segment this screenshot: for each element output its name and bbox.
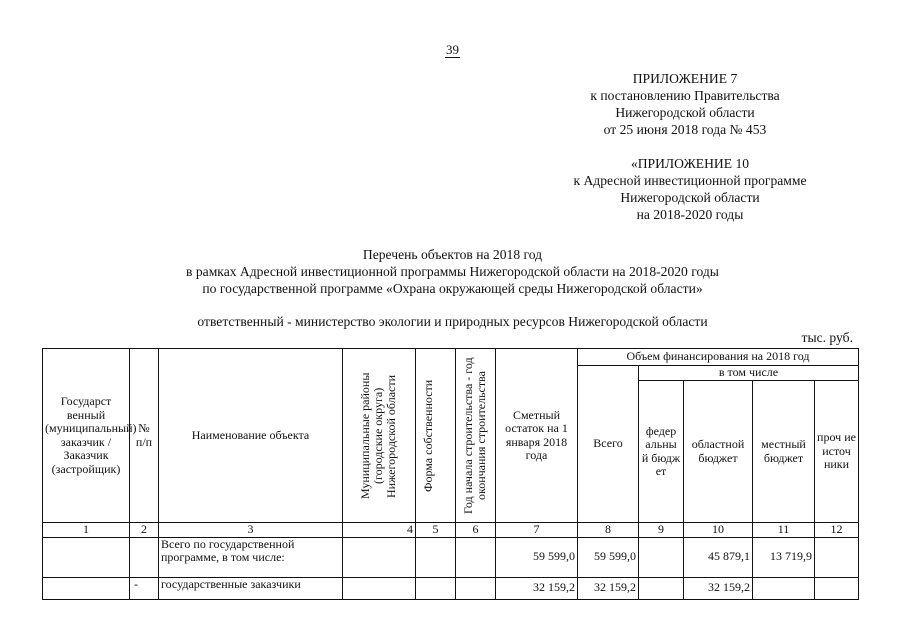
cell-districts [343,577,416,599]
col-number: 5 [416,523,456,538]
cell-local: 13 719,9 [753,537,815,577]
document-title [0,246,905,297]
cell-federal [639,537,684,577]
cell-total: 32 159,2 [578,577,639,599]
cell-number [130,537,159,577]
appendix-7-title: ПРИЛОЖЕНИЕ 7 [632,71,738,86]
header-regional: областной бюджет [684,381,753,523]
page-number: 39 [446,42,459,57]
cell-federal [639,577,684,599]
cell-number: - [130,577,159,599]
cell-object-name: Всего по государственной программе, в том числе: [159,537,343,577]
col-number: 9 [639,523,684,538]
cell-balance: 32 159,2 [496,577,578,599]
header-total: Всего [578,366,639,523]
cell-years [456,537,496,577]
col-number: 7 [496,523,578,538]
cell-customer [43,577,130,599]
cell-regional: 45 879,1 [684,537,753,577]
header-other: проч ие источ ники [815,381,859,523]
appendix-7-line: к постановлению Правительства [590,88,780,103]
col-number: 11 [753,523,815,538]
cell-ownership [416,537,456,577]
unit-label: тыс. руб. [801,330,853,345]
cell-local [753,577,815,599]
cell-years [456,577,496,599]
objects-table [42,348,859,600]
col-number: 12 [815,523,859,538]
header-districts [343,349,416,523]
header-object-name: Наименование объекта [159,349,343,523]
title-line: по государственной программе «Охрана окружающей среды Нижегородской области» [202,281,703,296]
header-ownership [416,349,456,523]
header-districts-text: Муниципальные районы (городские округа) Нижегородской области [358,372,398,499]
col-number: 8 [578,523,639,538]
cell-balance: 59 599,0 [496,537,578,577]
cell-other [815,537,859,577]
header-financing: Объем финансирования на 2018 год [578,349,859,366]
cell-customer [43,537,130,577]
appendix-10-line: на 2018-2020 годы [636,207,744,222]
header-number: № п/п [130,349,159,523]
column-numbers-row [43,523,859,538]
appendix-7-header [560,70,810,138]
appendix-10-title: «ПРИЛОЖЕНИЕ 10 [630,156,750,171]
col-number: 2 [130,523,159,538]
responsible-ministry: ответственный - министерство экологии и природных ресурсов Нижегородской области [197,314,708,329]
table-row [43,537,859,577]
cell-ownership [416,577,456,599]
col-number: 6 [456,523,496,538]
col-number: 3 [159,523,343,538]
header-federal: федер альны й бюдж ет [639,381,684,523]
header-customer: Государст венный (муниципальный) заказчик / Заказчик (застройщик) [43,349,130,523]
table-row [43,577,859,599]
header-years-text: Год начала строительства - год окончания строительства [460,357,488,514]
appendix-10-line: Нижегородской области [620,190,760,205]
cell-total: 59 599,0 [578,537,639,577]
cell-object-name: государственные заказчики [159,577,343,599]
appendix-7-line: от 25 июня 2018 года № 453 [603,122,767,137]
header-local: местный бюджет [753,381,815,523]
cell-districts [343,537,416,577]
appendix-10-line: к Адресной инвестиционной программе [573,173,807,188]
appendix-10-header [545,155,835,223]
header-years [456,349,496,523]
title-line: в рамках Адресной инвестиционной программы Нижегородской области на 2018-2020 годы [186,264,719,279]
title-line: Перечень объектов на 2018 год [362,247,543,262]
col-number: 10 [684,523,753,538]
header-ownership-text: Форма собственности [420,379,435,492]
cell-regional: 32 159,2 [684,577,753,599]
col-number: 1 [43,523,130,538]
header-including: в том числе [639,366,859,381]
appendix-7-line: Нижегородской области [615,105,755,120]
cell-other [815,577,859,599]
col-number: 4 [343,523,416,538]
header-estimated-balance: Сметный остаток на 1 января 2018 года [496,349,578,523]
